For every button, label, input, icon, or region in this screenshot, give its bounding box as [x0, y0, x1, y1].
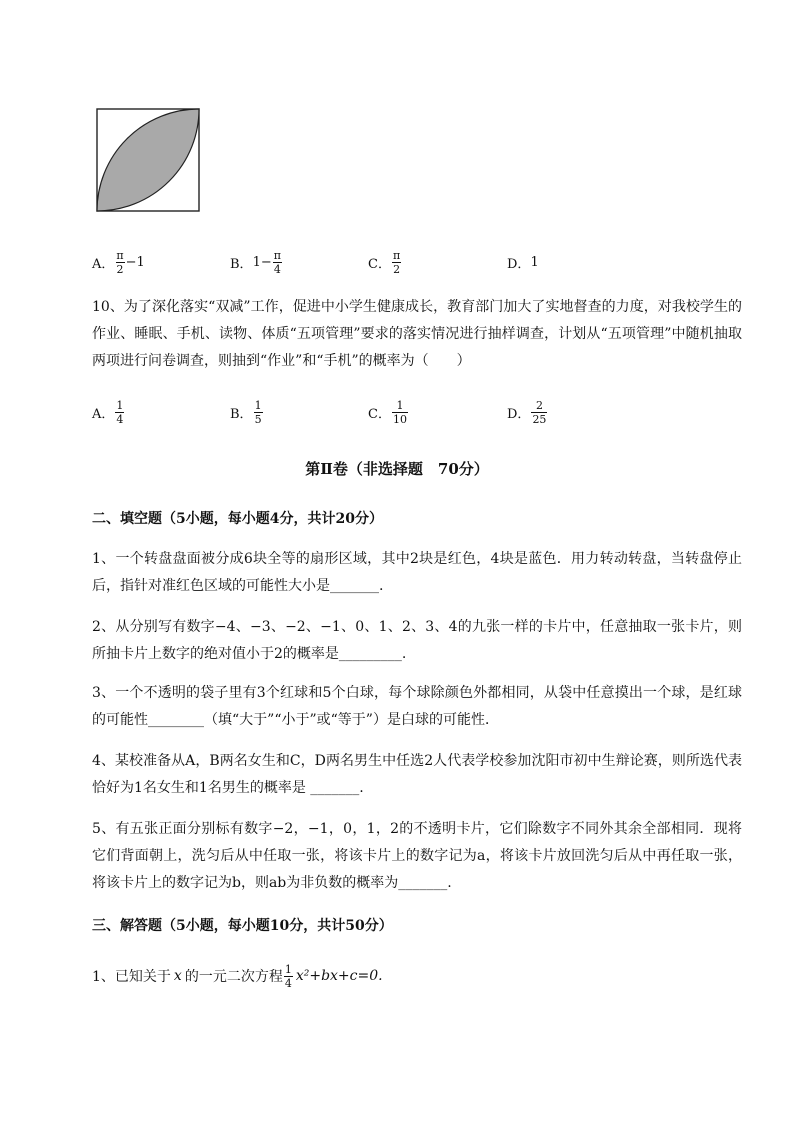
- fraction: [531, 399, 547, 426]
- question-prefix: 1、已知关于: [92, 969, 171, 985]
- fraction-denominator: 5: [254, 412, 262, 426]
- answer-question-1: [92, 956, 383, 996]
- option-letter: D．: [507, 256, 531, 272]
- question-middle: 的一元二次方程: [184, 969, 283, 985]
- fraction: [284, 963, 293, 990]
- variable-x: x: [173, 968, 182, 984]
- q9-option-c[interactable]: [368, 242, 402, 282]
- fraction-numerator: π: [116, 248, 124, 262]
- q10-option-d[interactable]: [507, 392, 548, 432]
- fill-question-4: 4、某校准备从A，B两名女生和C，D两名男生中任选2人代表学校参加沈阳市初中生辩论赛，则所选代表恰好为1名女生和1名男生的概率是 _______.: [92, 753, 742, 796]
- fraction: [115, 249, 124, 276]
- fraction: [392, 249, 401, 276]
- question-10-text: 10、为了深化落实“双减”工作，促进中小学生健康成长，教育部门加大了实地督查的力度，对我校学生的作业、睡眠、手机、读物、体质“五项管理”要求的落实情况进行抽样调查，计划从“五项管理”中随机抽取两项进行问卷调查，则抽到“作业”和“手机”的概率为（ ）: [92, 299, 742, 369]
- fraction-denominator: 2: [393, 262, 401, 276]
- option-letter: A．: [92, 256, 115, 272]
- q10-option-b[interactable]: [230, 392, 264, 432]
- fraction-numerator: 1: [116, 398, 124, 412]
- fill-question-1: 1、一个转盘盘面被分成6块全等的扇形区域，其中2块是红色，4块是蓝色．用力转动转盘，当转盘停止后，指针对准红色区域的可能性大小是_______.: [92, 551, 742, 594]
- fraction-numerator: 1: [284, 962, 292, 976]
- fraction: [392, 399, 408, 426]
- lens-figure: [96, 108, 200, 212]
- q10-option-a[interactable]: [92, 392, 125, 432]
- option-letter: A．: [92, 406, 115, 422]
- part-2-title: 第Ⅱ卷（非选择题 70分）: [305, 460, 489, 478]
- fraction-denominator: 2: [116, 262, 124, 276]
- q9-option-b[interactable]: [230, 242, 283, 282]
- option-suffix: −1: [125, 254, 145, 270]
- q10-options: [0, 392, 794, 432]
- option-prefix: 1−: [252, 254, 272, 270]
- section-2-heading: 二、填空题（5小题，每小题4分，共计20分）: [92, 511, 383, 527]
- fraction-denominator: 10: [392, 412, 407, 426]
- fraction-numerator: 1: [254, 398, 262, 412]
- q10-option-c[interactable]: [368, 392, 409, 432]
- fill-question-3: 3、一个不透明的袋子里有3个红球和5个白球，每个球除颜色外都相同，从袋中任意摸出一个球，是红球的可能性________（填“大于”“小于”或“等于”）是白球的可能性．: [92, 685, 742, 728]
- fraction: [115, 399, 124, 426]
- option-letter: C．: [368, 256, 391, 272]
- fraction-denominator: 4: [284, 976, 292, 990]
- option-letter: B．: [230, 256, 253, 272]
- fraction-numerator: 2: [535, 398, 543, 412]
- fraction: [254, 399, 263, 426]
- q9-options: [0, 242, 794, 282]
- option-letter: D．: [507, 406, 531, 422]
- option-letter: C．: [368, 406, 391, 422]
- section-3-heading: 三、解答题（5小题，每小题10分，共计50分）: [92, 918, 393, 934]
- fraction-numerator: π: [392, 248, 401, 262]
- fraction: [273, 249, 282, 276]
- fill-question-5: 5、有五张正面分别标有数字−2，−1，0，1，2的不透明卡片，它们除数字不同外其余全部相同．现将它们背面朝上，洗匀后从中任取一张，将该卡片上的数字记为a，将该卡片放回洗匀后从中再任取一张，将该卡片上的数字记为b，则ab为非负数的概率为_______.: [92, 821, 742, 891]
- fraction-numerator: 1: [396, 398, 404, 412]
- option-text: 1: [530, 254, 539, 270]
- fill-question-2: 2、从分别写有数字−4、−3、−2、−1、0、1、2、3、4的九张一样的卡片中，任意抽取一张卡片，则所抽卡片上数字的绝对值小于2的概率是_________.: [92, 619, 742, 662]
- fraction-numerator: π: [273, 248, 281, 262]
- q9-option-a[interactable]: [92, 242, 145, 282]
- fraction-denominator: 4: [273, 262, 281, 276]
- fraction-denominator: 25: [532, 412, 547, 426]
- option-letter: B．: [230, 406, 253, 422]
- equation: x²+bx+c=0.: [295, 968, 383, 984]
- q9-option-d[interactable]: [507, 242, 539, 282]
- fraction-denominator: 4: [116, 412, 124, 426]
